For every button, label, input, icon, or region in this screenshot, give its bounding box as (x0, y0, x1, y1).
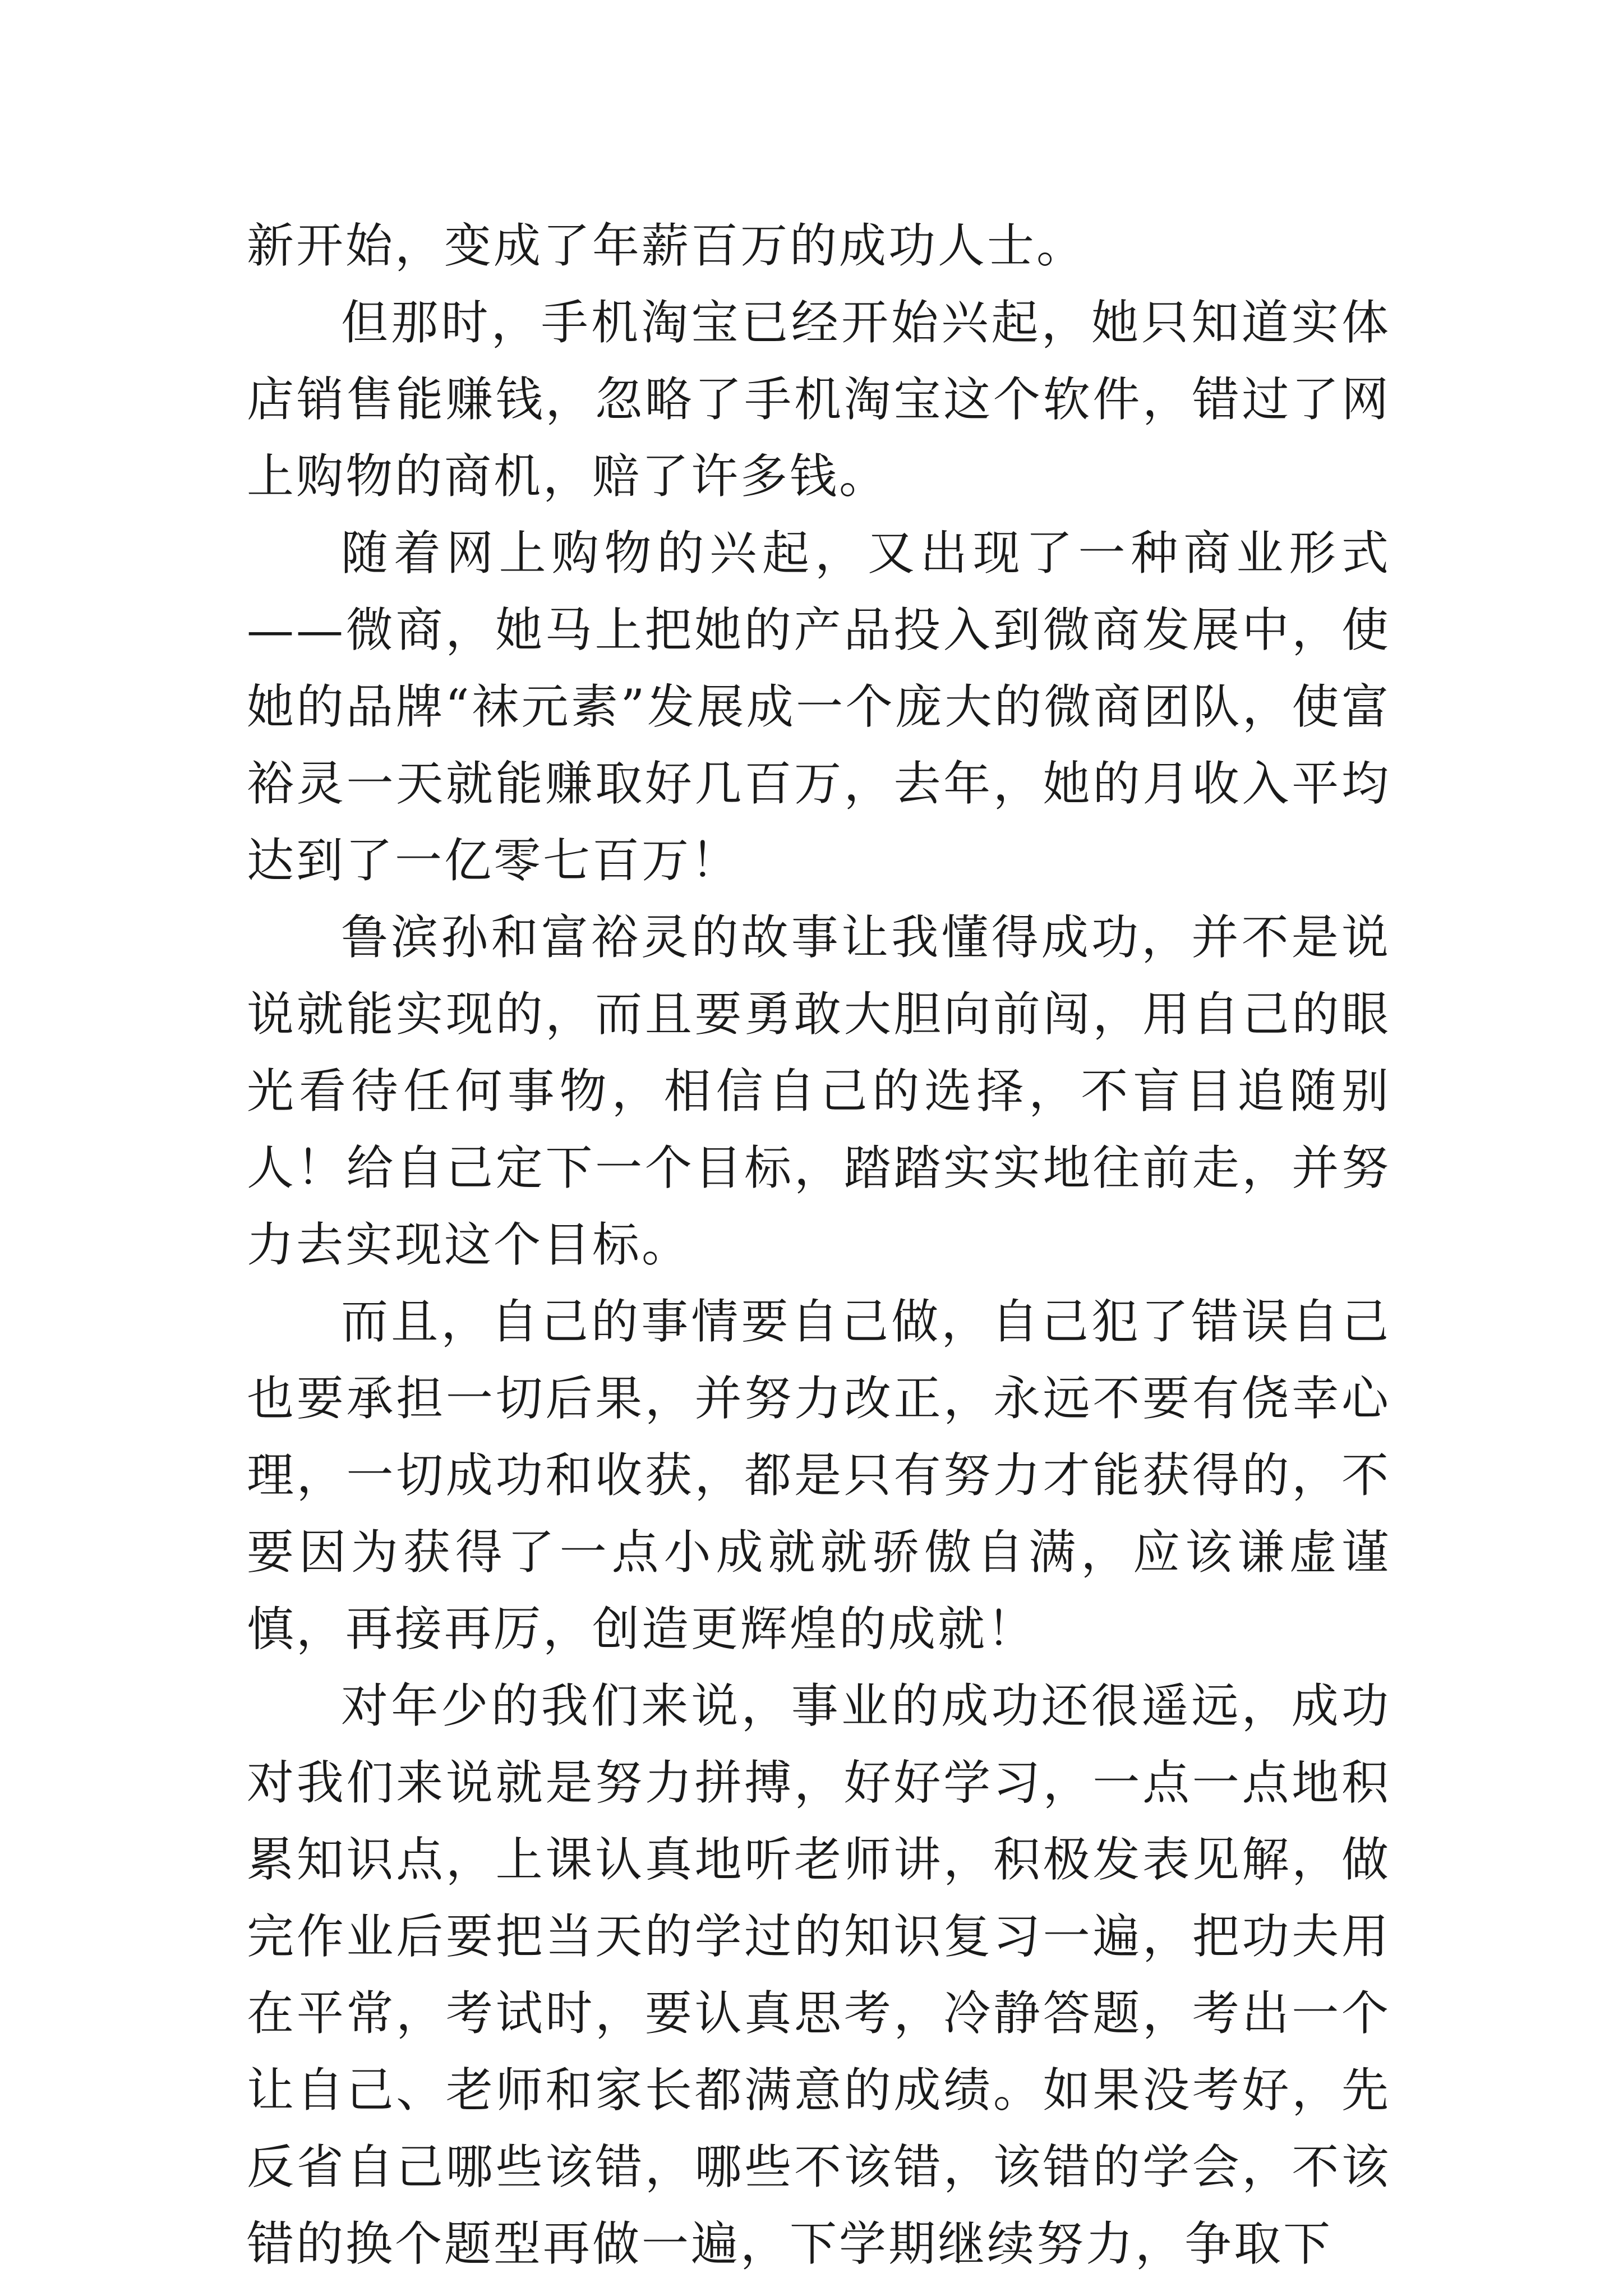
paragraph-2: 但那时，手机淘宝已经开始兴起，她只知道实体店销售能赚钱，忽略了手机淘宝这个软件，错过了网上购物的商机，赔了许多钱。 (247, 295, 1391, 504)
paragraph-1: 新开始，变成了年薪百万的成功人士。 (247, 218, 1086, 273)
paragraph-5: 而且，自己的事情要自己做，自己犯了错误自己也要承担一切后果，并努力改正，永远不要有侥幸心理，一切成功和收获，都是只有努力才能获得的，不要因为获得了一点小成就就骄傲自满，应该谦虚谨慎，再接再厉，创造更辉煌的成就！ (247, 1294, 1391, 1657)
body-text (247, 208, 1391, 2283)
paragraph-6: 对年少的我们来说，事业的成功还很遥远，成功对我们来说就是努力拼搏，好好学习，一点一点地积累知识点，上课认真地听老师讲，积极发表见解，做完作业后要把当天的学过的知识复习一遍，把功夫用在平常，考试时，要认真思考，冷静答题，考出一个让自己、老师和家长都满意的成绩。如果没考好，先反省自己哪些该错，哪些不该错，该错的学会，不该错的换个题型再做一遍，下学期继续努力，争取下 (247, 1678, 1391, 2271)
paragraph-4: 鲁滨孙和富裕灵的故事让我懂得成功，并不是说说就能实现的，而且要勇敢大胆向前闯，用自己的眼光看待任何事物，相信自己的选择，不盲目追随别人！给自己定下一个目标，踏踏实实地往前走，并努力去实现这个目标。 (247, 910, 1391, 1272)
paragraph-3: 随着网上购物的兴起，又出现了一种商业形式——微商，她马上把她的产品投入到微商发展中，使她的品牌“袜元素”发展成一个庞大的微商团队，使富裕灵一天就能赚取好几百万，去年，她的月收入平均达到了一亿零七百万！ (247, 526, 1391, 888)
